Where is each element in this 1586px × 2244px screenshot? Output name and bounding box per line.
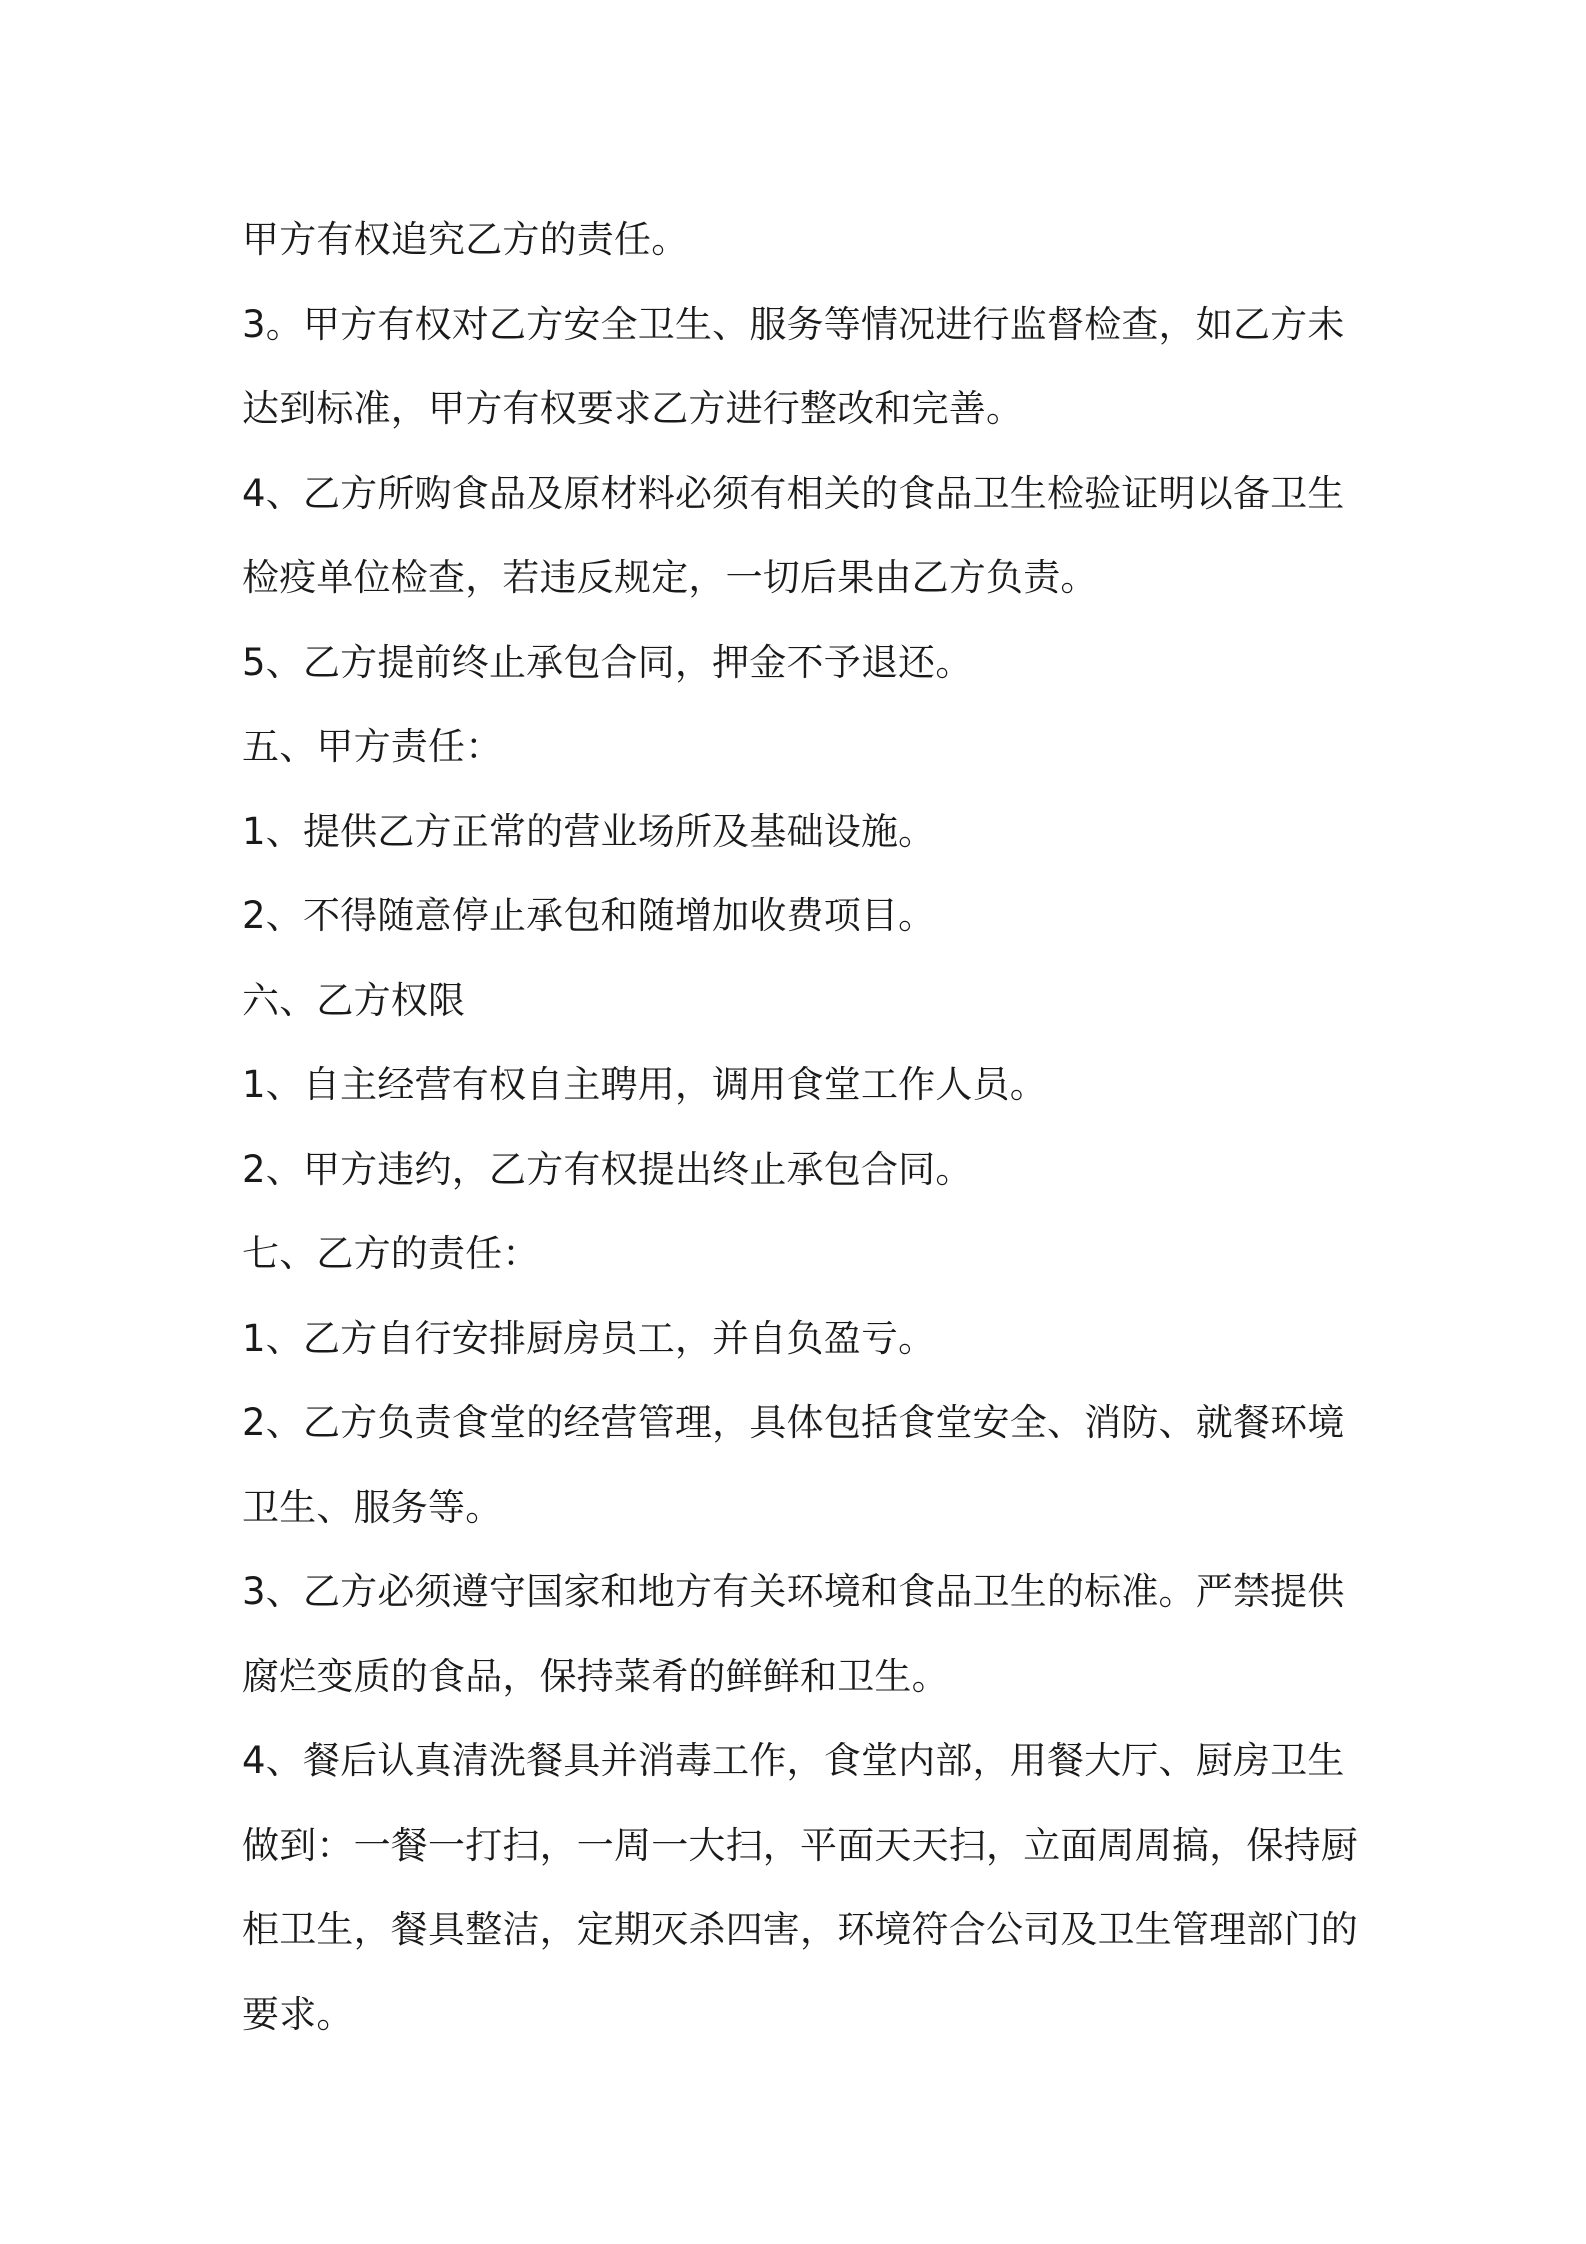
paragraph-party-b-item-3: 3、乙方必须遵守国家和地方有关环境和食品卫生的标准。严禁提供腐烂变质的食品，保持菜肴的鲜鲜和卫生。 [242,1570,1345,1698]
paragraph-party-b-rights-item-1: 1、自主经营有权自主聘用，调用食堂工作人员。 [242,1063,1047,1106]
document-body [242,198,1362,2057]
section-heading-party-b-responsibility: 七、乙方的责任： [242,1232,540,1275]
paragraph-party-b-item-1: 1、乙方自行安排厨房员工，并自负盈亏。 [242,1316,936,1360]
section-heading-party-b-rights: 六、乙方权限 [242,978,466,1022]
paragraph-clause-3-inspection: 3。甲方有权对乙方安全卫生、服务等情况进行监督检查，如乙方未达到标准，甲方有权要求乙方进行整改和完善。 [242,302,1345,430]
section-heading-party-a-responsibility: 五、甲方责任： [242,725,503,768]
paragraph-responsibility-continuation: 甲方有权追究乙方的责任。 [242,218,689,261]
paragraph-party-a-item-1: 1、提供乙方正常的营业场所及基础设施。 [242,809,936,853]
paragraph-clause-4-food-certification: 4、乙方所购食品及原材料必须有相关的食品卫生检验证明以备卫生检疫单位检查，若违反规定，一切后果由乙方负责。 [242,471,1345,599]
paragraph-party-b-rights-item-2: 2、甲方违约，乙方有权提出终止承包合同。 [242,1147,973,1191]
paragraph-clause-5-deposit: 5、乙方提前终止承包合同，押金不予退还。 [242,640,973,684]
paragraph-party-b-item-2: 2、乙方负责食堂的经营管理，具体包括食堂安全、消防、就餐环境卫生、服务等。 [242,1401,1345,1529]
paragraph-party-a-item-2: 2、不得随意停止承包和随增加收费项目。 [242,894,936,937]
paragraph-party-b-item-4: 4、餐后认真清洗餐具并消毒工作，食堂内部，用餐大厅、厨房卫生做到：一餐一打扫，一周一大扫，平面天天扫，立面周周搞，保持厨柜卫生，餐具整洁，定期灭杀四害，环境符合公司及卫生管理部门的要求。 [242,1739,1358,2036]
